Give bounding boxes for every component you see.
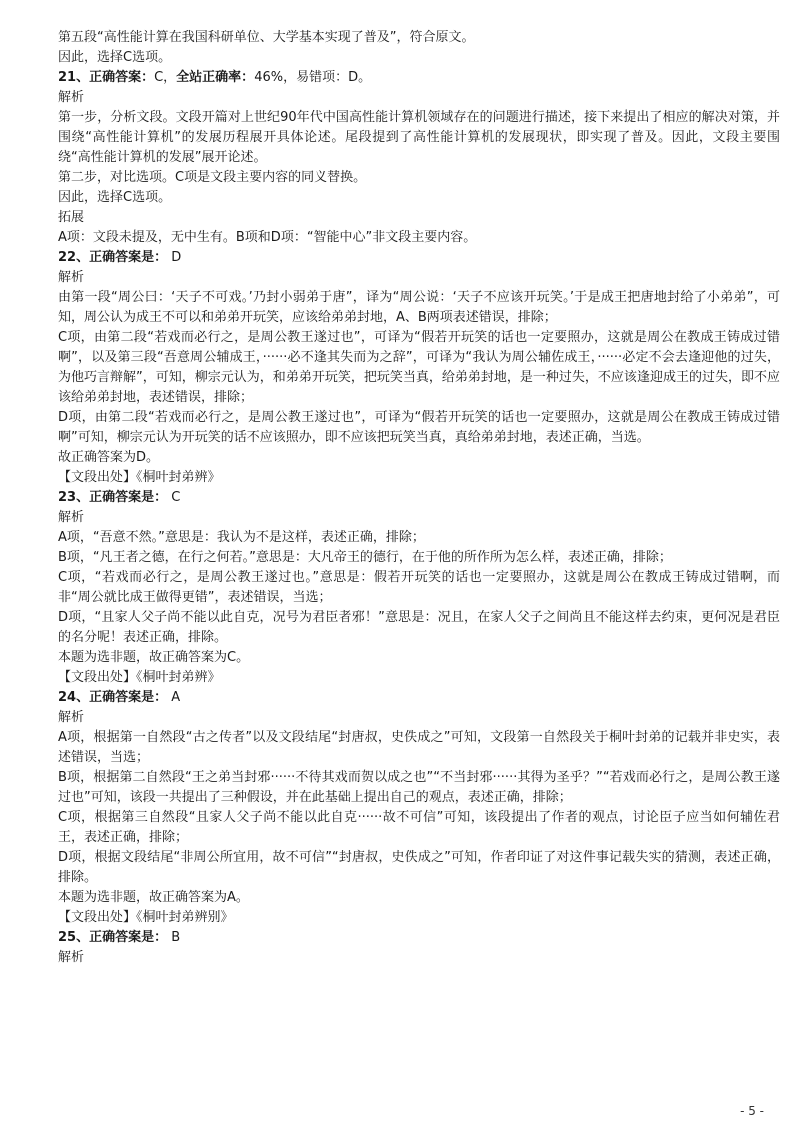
source-note: 【文段出处】《桐叶封弟辨》 [58,470,221,485]
section-label: 解析 [58,270,85,285]
page-number: - 5 - [740,1104,764,1118]
paragraph: 第二步，对比选项。C项是文段主要内容的同义替换。 [58,170,367,185]
section-label: 解析 [58,950,85,965]
answer-header-22: 22、正确答案是： D [58,250,182,265]
answer-header-24: 24、正确答案是： A [58,690,181,705]
answer-header-23: 23、正确答案是： C [58,490,181,505]
section-label: 解析 [58,90,85,105]
answer-header-25: 25、正确答案是： B [58,930,181,945]
paragraph: D项，根据文段结尾“非周公所宜用，故不可信”“封唐叔，史佚成之”可知，作者印证了对这件事记载失实的猜测，表述正确，排除。 [58,850,780,885]
paragraph: C项，“若戏而必行之，是周公教王遂过也。”意思是：假若开玩笑的话也一定要照办，这就是周公在教成王铸成过错啊，而非“周公就比成王做得更错”，表述错误，当选； [58,570,780,605]
paragraph: 第一步，分析文段。文段开篇对上世纪90年代中国高性能计算机领域存在的问题进行描述，接下来提出了相应的解决对策，并围绕“高性能计算机”的发展历程展开具体论述。尾段提到了高性能计算机的发展现状，即实现了普及。因此，文段主要围绕“高性能计算机的发展”展开论述。 [58,110,780,165]
paragraph: 因此，选择C选项。 [58,190,172,205]
document-page [58,28,780,968]
paragraph: 第五段“高性能计算在我国科研单位、大学基本实现了普及”，符合原文。 [58,30,475,45]
paragraph: B项，“凡王者之德，在行之何若。”意思是：大凡帝王的德行，在于他的所作所为怎么样，表述正确，排除； [58,550,672,565]
paragraph: 故正确答案为D。 [58,450,160,465]
paragraph: C项，由第二段“若戏而必行之，是周公教王遂过也”，可译为“假若开玩笑的话也一定要照办，这就是周公在教成王铸成过错啊”，以及第三段“吾意周公辅成王，······必不逢其失而为之辞”，可译为“我认为周公辅佐成王，······必定不会去逢迎他的过失，为他巧言辩解”，可知，柳宗元认为，和弟弟开玩笑，把玩笑当真，给弟弟封地，是一种过失，不应该逢迎成王的过失，即不应该给弟弟封地，表述错误，排除； [58,330,780,405]
source-note: 【文段出处】《桐叶封弟辨别》 [58,910,234,925]
paragraph: B项，根据第二自然段“王之弟当封邪······不待其戏而贺以成之也”“不当封邪······其得为圣乎？”“若戏而必行之，是周公教王遂过也”可知，该段一共提出了三种假设，并在此基础上提出自己的观点，表述正确，排除； [58,770,780,805]
paragraph: 由第一段“周公曰：‘天子不可戏。’乃封小弱弟于唐”，译为“周公说：‘天子不应该开玩笑。’于是成王把唐地封给了小弟弟”，可知，周公认为成王不可以和弟弟开玩笑，应该给弟弟封地，A、B两项表述错误，排除； [58,290,780,325]
paragraph: A项，“吾意不然。”意思是：我认为不是这样，表述正确，排除； [58,530,425,545]
paragraph: 本题为选非题，故正确答案为C。 [58,650,250,665]
paragraph: D项，“且家人父子尚不能以此自克，况号为君臣者邪！”意思是：况且，在家人父子之间尚且不能这样去约束，更何况是君臣的名分呢！表述正确，排除。 [58,610,780,645]
section-label: 解析 [58,710,85,725]
section-label: 拓展 [58,210,85,225]
paragraph: A项：文段未提及，无中生有。B项和D项：“智能中心”非文段主要内容。 [58,230,477,245]
paragraph: A项，根据第一自然段“古之传者”以及文段结尾“封唐叔，史佚成之”可知，文段第一自然段关于桐叶封弟的记载并非史实，表述错误，当选； [58,730,780,765]
paragraph: 本题为选非题，故正确答案为A。 [58,890,249,905]
paragraph: 因此，选择C选项。 [58,50,172,65]
paragraph: D项，由第二段“若戏而必行之，是周公教王遂过也”，可译为“假若开玩笑的话也一定要照办，这就是周公在教成王铸成过错啊”可知，柳宗元认为开玩笑的话不应该照办，即不应该把玩笑当真，真给弟弟封地，表述正确，当选。 [58,410,780,445]
answer-header-21: 21、正确答案：C，全站正确率：46%，易错项：D。 [58,70,372,85]
section-label: 解析 [58,510,85,525]
paragraph: C项，根据第三自然段“且家人父子尚不能以此自克······故不可信”可知，该段提出了作者的观点，讨论臣子应当如何辅佐君王，表述正确，排除； [58,810,780,845]
source-note: 【文段出处】《桐叶封弟辨》 [58,670,221,685]
